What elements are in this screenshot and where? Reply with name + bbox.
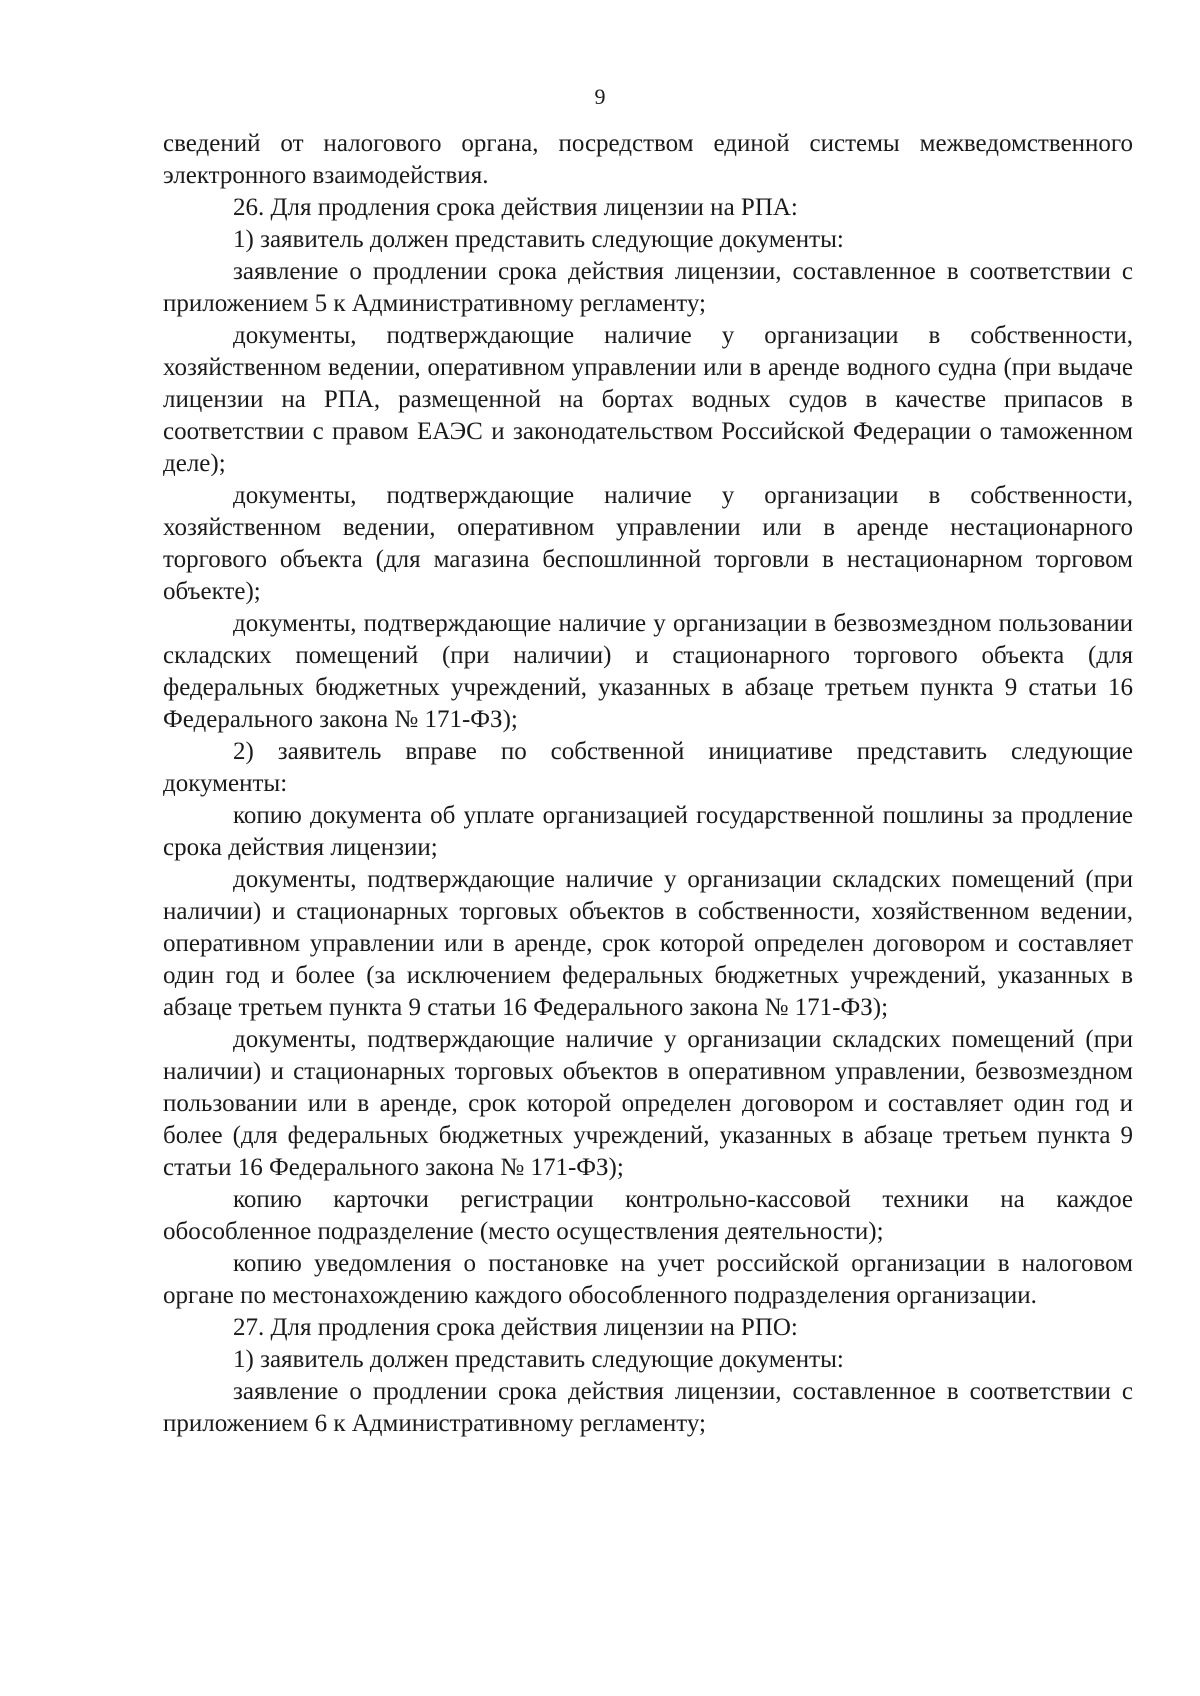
- paragraph: 1) заявитель должен представить следующие документы:: [233, 226, 844, 253]
- paragraph: документы, подтверждающие наличие у организации в безвозмездном пользовании складских помещений (при наличии) и стационарного торгового объекта (для федеральных бюджетных учреждений, указанных в абзаце третьем пункта 9 статьи 16 Федерального закона № 171-ФЗ);: [163, 610, 1133, 733]
- paragraph: заявление о продлении срока действия лицензии, составленное в соответствии с приложением 6 к Административному регламенту;: [163, 1378, 1133, 1437]
- paragraph: 2) заявитель вправе по собственной инициативе представить следующие документы:: [163, 738, 1133, 797]
- paragraph: копию уведомления о постановке на учет российской организации в налоговом органе по местонахождению каждого обособленного подразделения организации.: [163, 1250, 1133, 1309]
- paragraph: заявление о продлении срока действия лицензии, составленное в соответствии с приложением 5 к Административному регламенту;: [163, 258, 1133, 317]
- paragraph: 27. Для продления срока действия лицензии на РПО:: [233, 1314, 798, 1341]
- paragraph: копию карточки регистрации контрольно-кассовой техники на каждое обособленное подразделение (место осуществления деятельности);: [163, 1186, 1133, 1245]
- page-number: 9: [594, 84, 606, 109]
- paragraph: документы, подтверждающие наличие у организации складских помещений (при наличии) и стационарных торговых объектов в собственности, хозяйственном ведении, оперативном управлении или в аренде, срок которой определен договором и составляет один год и более (за исключением федеральных бюджетных учреждений, указанных в абзаце третьем пункта 9 статьи 16 Федерального закона № 171-ФЗ);: [163, 866, 1133, 1021]
- paragraph: документы, подтверждающие наличие у организации в собственности, хозяйственном ведении, оперативном управлении или в аренде водного судна (при выдаче лицензии на РПА, размещенной на бортах водных судов в качестве припасов в соответствии с правом ЕАЭС и законодательством Российской Федерации о таможенном деле);: [163, 322, 1133, 477]
- document-body: [163, 128, 1133, 1440]
- paragraph: сведений от налогового органа, посредством единой системы межведомственного электронного взаимодействия.: [163, 130, 1133, 189]
- paragraph: 26. Для продления срока действия лицензии на РПА:: [233, 194, 798, 221]
- paragraph: копию документа об уплате организацией государственной пошлины за продление срока действия лицензии;: [163, 802, 1133, 861]
- paragraph: документы, подтверждающие наличие у организации складских помещений (при наличии) и стационарных торговых объектов в оперативном управлении, безвозмездном пользовании или в аренде, срок которой определен договором и составляет один год и более (для федеральных бюджетных учреждений, указанных в абзаце третьем пункта 9 статьи 16 Федерального закона № 171-ФЗ);: [163, 1026, 1133, 1181]
- paragraph: 1) заявитель должен представить следующие документы:: [233, 1346, 844, 1373]
- paragraph: документы, подтверждающие наличие у организации в собственности, хозяйственном ведении, оперативном управлении или в аренде нестационарного торгового объекта (для магазина беспошлинной торговли в нестационарном торговом объекте);: [163, 482, 1133, 605]
